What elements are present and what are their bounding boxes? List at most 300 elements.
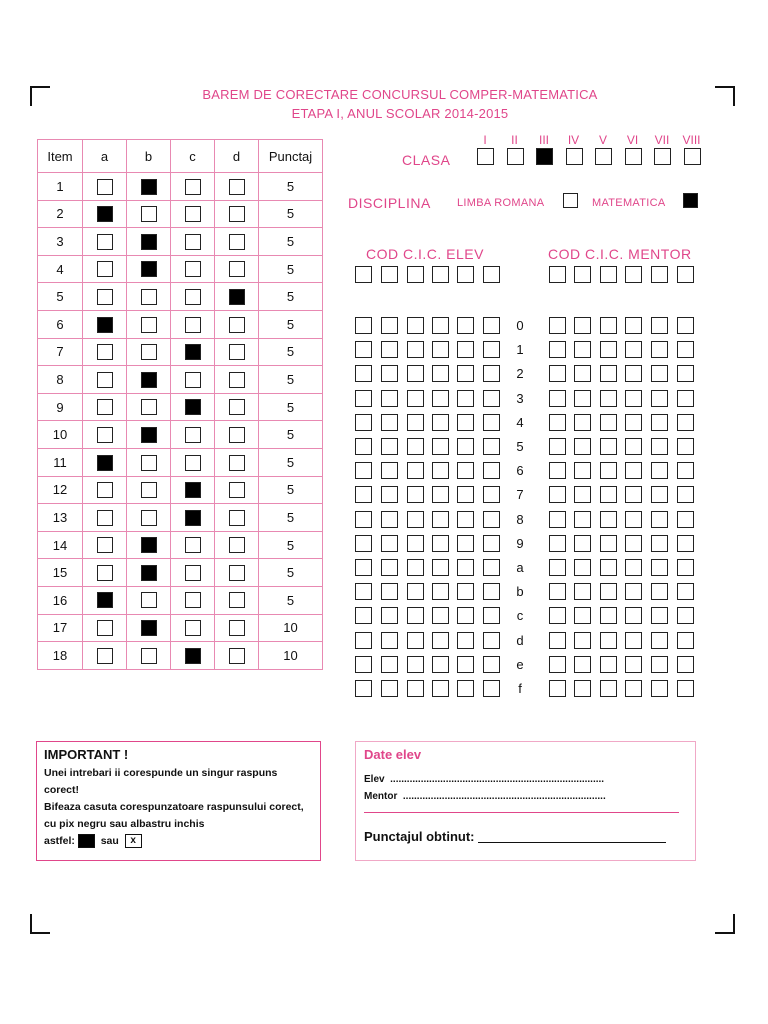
clasa-checkbox[interactable]: [507, 148, 524, 165]
cod-elev-digit-box[interactable]: [432, 559, 449, 576]
cod-mentor-digit-box[interactable]: [651, 341, 668, 358]
option-cell-c: [171, 421, 215, 449]
cod-elev-digit-box[interactable]: [432, 365, 449, 382]
item-number: 9: [38, 393, 83, 421]
answer-checkbox-a[interactable]: [97, 234, 113, 250]
cod-mentor-digit-box[interactable]: [677, 365, 694, 382]
cod-mentor-digit-box[interactable]: [549, 365, 566, 382]
cod-mentor-digit-box[interactable]: [677, 486, 694, 503]
answer-checkbox-b[interactable]: [141, 261, 157, 277]
cod-mentor-digit-box[interactable]: [625, 559, 642, 576]
answer-checkbox-d[interactable]: [229, 344, 245, 360]
cod-elev-digit-box[interactable]: [407, 656, 424, 673]
cod-elev-digit-box[interactable]: [355, 438, 372, 455]
answer-checkbox-d[interactable]: [229, 648, 245, 664]
cod-elev-digit-box[interactable]: [407, 535, 424, 552]
answer-checkbox-b[interactable]: [141, 427, 157, 443]
cod-mentor-digit-box[interactable]: [651, 511, 668, 528]
cod-elev-digit-box[interactable]: [407, 511, 424, 528]
answer-checkbox-d[interactable]: [229, 455, 245, 471]
cod-elev-digit-box[interactable]: [381, 535, 398, 552]
cod-mentor-digit-box[interactable]: [574, 438, 591, 455]
cod-elev-digit-box[interactable]: [355, 414, 372, 431]
cod-mentor-digit-box[interactable]: [677, 559, 694, 576]
cod-mentor-digit-box[interactable]: [574, 511, 591, 528]
answer-checkbox-a[interactable]: [97, 648, 113, 664]
clasa-checkbox[interactable]: [654, 148, 671, 165]
cod-mentor-digit-box[interactable]: [677, 390, 694, 407]
cod-mentor-digit-box[interactable]: [625, 390, 642, 407]
cod-elev-digit-box[interactable]: [355, 365, 372, 382]
cod-mentor-digit-box[interactable]: [651, 438, 668, 455]
cod-mentor-digit-box[interactable]: [574, 607, 591, 624]
cod-mentor-digit-box[interactable]: [574, 390, 591, 407]
cod-elev-digit-box[interactable]: [483, 559, 500, 576]
answer-checkbox-b[interactable]: [141, 399, 157, 415]
cod-elev-digit-box[interactable]: [381, 632, 398, 649]
cod-elev-digit-box[interactable]: [432, 583, 449, 600]
answer-checkbox-b[interactable]: [141, 372, 157, 388]
cod-elev-digit-box[interactable]: [355, 559, 372, 576]
cod-elev-digit-box[interactable]: [381, 462, 398, 479]
cod-mentor-digit-box[interactable]: [677, 607, 694, 624]
cod-mentor-entry-box[interactable]: [651, 266, 668, 283]
cod-mentor-digit-box[interactable]: [574, 535, 591, 552]
answer-checkbox-a[interactable]: [97, 482, 113, 498]
cod-mentor-digit-box[interactable]: [600, 656, 617, 673]
cod-elev-digit-box[interactable]: [483, 607, 500, 624]
cod-mentor-digit-box[interactable]: [651, 317, 668, 334]
cod-elev-digit-box[interactable]: [483, 486, 500, 503]
cod-mentor-digit-box[interactable]: [625, 583, 642, 600]
cod-elev-digit-box[interactable]: [355, 656, 372, 673]
cod-elev-entry-box[interactable]: [381, 266, 398, 283]
answer-checkbox-b[interactable]: [141, 206, 157, 222]
cod-elev-digit-box[interactable]: [432, 607, 449, 624]
cod-mentor-digit-box[interactable]: [600, 438, 617, 455]
disciplina-checkbox-matematica[interactable]: [683, 193, 698, 208]
cod-elev-digit-box[interactable]: [407, 341, 424, 358]
cod-elev-digit-box[interactable]: [381, 341, 398, 358]
answer-checkbox-d[interactable]: [229, 592, 245, 608]
cod-mentor-entry-box[interactable]: [600, 266, 617, 283]
cod-mentor-digit-box[interactable]: [625, 414, 642, 431]
cod-mentor-digit-box[interactable]: [600, 607, 617, 624]
cod-mentor-digit-box[interactable]: [574, 414, 591, 431]
cod-elev-digit-box[interactable]: [432, 486, 449, 503]
cod-elev-digit-box[interactable]: [483, 414, 500, 431]
cod-elev-digit-box[interactable]: [432, 462, 449, 479]
cod-mentor-digit-box[interactable]: [651, 632, 668, 649]
cod-mentor-digit-box[interactable]: [625, 341, 642, 358]
cod-mentor-digit-box[interactable]: [677, 680, 694, 697]
clasa-checkbox[interactable]: [566, 148, 583, 165]
cod-elev-digit-box[interactable]: [457, 680, 474, 697]
answer-checkbox-b[interactable]: [141, 648, 157, 664]
cod-mentor-digit-box[interactable]: [651, 680, 668, 697]
answer-checkbox-d[interactable]: [229, 510, 245, 526]
cod-mentor-digit-box[interactable]: [677, 632, 694, 649]
cod-elev-digit-box[interactable]: [457, 632, 474, 649]
cod-elev-digit-box[interactable]: [355, 583, 372, 600]
cod-mentor-digit-box[interactable]: [625, 511, 642, 528]
cod-mentor-digit-box[interactable]: [651, 559, 668, 576]
cod-elev-digit-box[interactable]: [432, 680, 449, 697]
cod-mentor-digit-box[interactable]: [549, 583, 566, 600]
cod-elev-digit-box[interactable]: [381, 607, 398, 624]
cod-elev-entry-box[interactable]: [355, 266, 372, 283]
cod-elev-digit-box[interactable]: [483, 535, 500, 552]
cod-mentor-digit-box[interactable]: [677, 317, 694, 334]
cod-mentor-digit-box[interactable]: [677, 341, 694, 358]
points-value: 5: [259, 448, 323, 476]
answer-checkbox-a[interactable]: [97, 289, 113, 305]
cod-elev-digit-box[interactable]: [432, 414, 449, 431]
cod-elev-digit-box[interactable]: [407, 438, 424, 455]
cod-mentor-digit-box[interactable]: [600, 486, 617, 503]
cod-mentor-digit-box[interactable]: [600, 414, 617, 431]
answer-checkbox-d[interactable]: [229, 179, 245, 195]
cod-elev-digit-box[interactable]: [355, 511, 372, 528]
answer-checkbox-a[interactable]: [97, 206, 113, 222]
cod-elev-digit-box[interactable]: [432, 511, 449, 528]
cod-elev-digit-box[interactable]: [457, 535, 474, 552]
cod-mentor-digit-box[interactable]: [549, 607, 566, 624]
cod-mentor-digit-box[interactable]: [600, 680, 617, 697]
option-cell-c: [171, 200, 215, 228]
cod-mentor-digit-box[interactable]: [677, 462, 694, 479]
cod-mentor-digit-box[interactable]: [600, 317, 617, 334]
answer-checkbox-c[interactable]: [185, 399, 201, 415]
answer-checkbox-a[interactable]: [97, 372, 113, 388]
cod-mentor-digit-box[interactable]: [651, 462, 668, 479]
cod-elev-digit-box[interactable]: [432, 632, 449, 649]
cod-elev-digit-box[interactable]: [457, 365, 474, 382]
cod-mentor-digit-box[interactable]: [549, 680, 566, 697]
clasa-checkbox[interactable]: [595, 148, 612, 165]
cod-elev-entry-box[interactable]: [457, 266, 474, 283]
answer-checkbox-d[interactable]: [229, 234, 245, 250]
mentor-field-row[interactable]: [364, 791, 687, 802]
cod-elev-digit-box[interactable]: [355, 462, 372, 479]
cod-mentor-digit-box[interactable]: [625, 680, 642, 697]
cod-mentor-digit-box[interactable]: [651, 583, 668, 600]
answer-checkbox-c[interactable]: [185, 261, 201, 277]
cod-mentor-digit-box[interactable]: [651, 365, 668, 382]
answer-checkbox-c[interactable]: [185, 455, 201, 471]
answer-checkbox-a[interactable]: [97, 510, 113, 526]
answer-checkbox-d[interactable]: [229, 206, 245, 222]
cod-mentor-digit-box[interactable]: [574, 680, 591, 697]
cod-mentor-digit-box[interactable]: [549, 390, 566, 407]
cod-mentor-digit-box[interactable]: [549, 511, 566, 528]
answer-checkbox-c[interactable]: [185, 372, 201, 388]
answer-checkbox-c[interactable]: [185, 592, 201, 608]
answer-checkbox-b[interactable]: [141, 537, 157, 553]
cod-mentor-digit-box[interactable]: [574, 365, 591, 382]
option-cell-c: [171, 559, 215, 587]
cod-elev-digit-box[interactable]: [355, 535, 372, 552]
cod-elev-digit-box[interactable]: [407, 632, 424, 649]
answer-checkbox-a[interactable]: [97, 537, 113, 553]
cod-elev-digit-box[interactable]: [381, 559, 398, 576]
cod-elev-digit-box[interactable]: [457, 414, 474, 431]
cod-elev-digit-box[interactable]: [432, 438, 449, 455]
clasa-checkbox[interactable]: [684, 148, 701, 165]
cod-elev-digit-box[interactable]: [407, 462, 424, 479]
answer-checkbox-c[interactable]: [185, 179, 201, 195]
cod-elev-digit-box[interactable]: [483, 365, 500, 382]
answer-checkbox-d[interactable]: [229, 537, 245, 553]
cod-elev-digit-box[interactable]: [407, 365, 424, 382]
cod-elev-digit-box[interactable]: [355, 680, 372, 697]
cod-elev-digit-box[interactable]: [432, 535, 449, 552]
cod-mentor-digit-box[interactable]: [574, 486, 591, 503]
answer-checkbox-b[interactable]: [141, 620, 157, 636]
answer-checkbox-a[interactable]: [97, 399, 113, 415]
cod-elev-digit-box[interactable]: [483, 317, 500, 334]
cod-elev-digit-box[interactable]: [381, 583, 398, 600]
cod-elev-digit-box[interactable]: [432, 390, 449, 407]
answer-checkbox-a[interactable]: [97, 317, 113, 333]
cod-mentor-digit-box[interactable]: [677, 535, 694, 552]
cod-elev-digit-box[interactable]: [483, 583, 500, 600]
answer-checkbox-d[interactable]: [229, 482, 245, 498]
cod-mentor-digit-box[interactable]: [549, 559, 566, 576]
cod-mentor-digit-box[interactable]: [625, 535, 642, 552]
cod-elev-digit-box[interactable]: [355, 341, 372, 358]
answer-checkbox-a[interactable]: [97, 261, 113, 277]
cod-mentor-digit-box[interactable]: [651, 607, 668, 624]
answer-checkbox-c[interactable]: [185, 510, 201, 526]
cod-mentor-digit-box[interactable]: [625, 656, 642, 673]
cod-mentor-digit-box[interactable]: [625, 317, 642, 334]
option-cell-b: [127, 531, 171, 559]
cod-elev-digit-box[interactable]: [483, 511, 500, 528]
cod-mentor-digit-box[interactable]: [651, 414, 668, 431]
cod-mentor-digit-box[interactable]: [625, 438, 642, 455]
cod-mentor-digit-box[interactable]: [549, 317, 566, 334]
points-value: 5: [259, 255, 323, 283]
cod-mentor-digit-box[interactable]: [651, 390, 668, 407]
cod-mentor-digit-box[interactable]: [677, 438, 694, 455]
answer-checkbox-b[interactable]: [141, 482, 157, 498]
cod-elev-digit-box[interactable]: [407, 486, 424, 503]
cod-elev-digit-box[interactable]: [483, 390, 500, 407]
elev-field-row[interactable]: [364, 774, 687, 785]
cod-mentor-digit-box[interactable]: [549, 341, 566, 358]
cod-mentor-entry-box[interactable]: [574, 266, 591, 283]
cod-mentor-digit-box[interactable]: [600, 462, 617, 479]
cod-mentor-digit-box[interactable]: [600, 535, 617, 552]
cod-elev-digit-box[interactable]: [407, 583, 424, 600]
cod-mentor-entry-box[interactable]: [549, 266, 566, 283]
cod-mentor-entry-box[interactable]: [677, 266, 694, 283]
cod-elev-digit-box[interactable]: [432, 317, 449, 334]
cod-elev-digit-box[interactable]: [355, 632, 372, 649]
cod-elev-digit-box[interactable]: [457, 438, 474, 455]
answer-checkbox-c[interactable]: [185, 234, 201, 250]
cod-mentor-digit-box[interactable]: [600, 390, 617, 407]
cod-mentor-digit-box[interactable]: [677, 511, 694, 528]
cod-elev-digit-box[interactable]: [381, 680, 398, 697]
cod-mentor-digit-box[interactable]: [625, 632, 642, 649]
option-cell-d: [215, 283, 259, 311]
cod-elev-digit-box[interactable]: [457, 559, 474, 576]
cod-elev-digit-box[interactable]: [483, 680, 500, 697]
cod-elev-digit-box[interactable]: [407, 317, 424, 334]
answer-checkbox-a[interactable]: [97, 427, 113, 443]
cod-mentor-digit-box[interactable]: [600, 341, 617, 358]
cod-elev-digit-box[interactable]: [381, 486, 398, 503]
score-field-row[interactable]: [364, 829, 687, 844]
cod-mentor-digit-box[interactable]: [574, 317, 591, 334]
answer-checkbox-a[interactable]: [97, 565, 113, 581]
answer-checkbox-a[interactable]: [97, 344, 113, 360]
answer-checkbox-c[interactable]: [185, 344, 201, 360]
cod-elev-digit-box[interactable]: [407, 559, 424, 576]
cod-elev-digit-box[interactable]: [381, 414, 398, 431]
cod-mentor-digit-box[interactable]: [549, 656, 566, 673]
cod-elev-digit-box[interactable]: [432, 341, 449, 358]
answer-checkbox-c[interactable]: [185, 317, 201, 333]
cod-elev-digit-box[interactable]: [483, 341, 500, 358]
cod-mentor-digit-box[interactable]: [600, 632, 617, 649]
answer-checkbox-d[interactable]: [229, 317, 245, 333]
cod-elev-digit-box[interactable]: [457, 317, 474, 334]
cod-mentor-digit-box[interactable]: [625, 365, 642, 382]
answer-checkbox-c[interactable]: [185, 537, 201, 553]
cod-mentor-entry-box[interactable]: [625, 266, 642, 283]
cod-mentor-digit-box[interactable]: [549, 414, 566, 431]
cod-elev-entry-box[interactable]: [483, 266, 500, 283]
answer-checkbox-c[interactable]: [185, 482, 201, 498]
cod-elev-digit-box[interactable]: [457, 462, 474, 479]
cod-mentor-digit-box[interactable]: [651, 656, 668, 673]
answer-checkbox-d[interactable]: [229, 565, 245, 581]
cod-elev-digit-box[interactable]: [355, 486, 372, 503]
answer-checkbox-c[interactable]: [185, 648, 201, 664]
cod-elev-digit-box[interactable]: [407, 390, 424, 407]
cod-elev-digit-box[interactable]: [381, 365, 398, 382]
answer-checkbox-b[interactable]: [141, 510, 157, 526]
cod-elev-digit-box[interactable]: [483, 462, 500, 479]
option-cell-b: [127, 283, 171, 311]
cod-elev-digit-box[interactable]: [407, 414, 424, 431]
cod-mentor-digit-box[interactable]: [549, 535, 566, 552]
answer-checkbox-a[interactable]: [97, 592, 113, 608]
cod-elev-digit-box[interactable]: [432, 656, 449, 673]
cod-mentor-digit-box[interactable]: [600, 559, 617, 576]
cod-mentor-digit-box[interactable]: [549, 438, 566, 455]
clasa-checkbox[interactable]: [625, 148, 642, 165]
cod-elev-digit-box[interactable]: [457, 511, 474, 528]
answer-checkbox-b[interactable]: [141, 317, 157, 333]
cod-elev-digit-box[interactable]: [457, 656, 474, 673]
cod-mentor-digit-box[interactable]: [677, 656, 694, 673]
cod-elev-digit-box[interactable]: [483, 632, 500, 649]
answer-checkbox-b[interactable]: [141, 344, 157, 360]
cod-elev-digit-box[interactable]: [381, 390, 398, 407]
cod-elev-digit-box[interactable]: [483, 656, 500, 673]
cod-elev-digit-box[interactable]: [355, 390, 372, 407]
cod-mentor-digit-box[interactable]: [549, 632, 566, 649]
cod-mentor-digit-box[interactable]: [574, 341, 591, 358]
answer-checkbox-a[interactable]: [97, 455, 113, 471]
cod-mentor-digit-box[interactable]: [574, 583, 591, 600]
cod-mentor-digit-box[interactable]: [625, 486, 642, 503]
answer-checkbox-d[interactable]: [229, 620, 245, 636]
cod-elev-digit-box[interactable]: [407, 680, 424, 697]
cod-elev-digit-box[interactable]: [355, 607, 372, 624]
cod-elev-digit-box[interactable]: [457, 583, 474, 600]
clasa-checkbox[interactable]: [536, 148, 553, 165]
cod-mentor-digit-box[interactable]: [625, 462, 642, 479]
cod-mentor-digit-box[interactable]: [651, 486, 668, 503]
cod-mentor-digit-box[interactable]: [549, 462, 566, 479]
answer-checkbox-b[interactable]: [141, 455, 157, 471]
cod-mentor-digit-box[interactable]: [574, 632, 591, 649]
cod-elev-digit-box[interactable]: [457, 341, 474, 358]
cod-mentor-digit-box[interactable]: [677, 414, 694, 431]
cod-elev-digit-box[interactable]: [381, 511, 398, 528]
cod-mentor-digit-box[interactable]: [549, 486, 566, 503]
answer-checkbox-d[interactable]: [229, 289, 245, 305]
cod-mentor-digit-box[interactable]: [625, 607, 642, 624]
cod-mentor-digit-box[interactable]: [574, 462, 591, 479]
cod-elev-digit-box[interactable]: [483, 438, 500, 455]
answer-checkbox-c[interactable]: [185, 289, 201, 305]
answer-checkbox-b[interactable]: [141, 592, 157, 608]
answer-checkbox-c[interactable]: [185, 427, 201, 443]
cod-mentor-digit-box[interactable]: [651, 535, 668, 552]
answer-checkbox-c[interactable]: [185, 620, 201, 636]
answer-checkbox-d[interactable]: [229, 399, 245, 415]
cod-elev-digit-box[interactable]: [381, 438, 398, 455]
disciplina-checkbox-limba-romana[interactable]: [563, 193, 578, 208]
answer-checkbox-c[interactable]: [185, 565, 201, 581]
cod-elev-digit-box[interactable]: [381, 656, 398, 673]
answer-checkbox-b[interactable]: [141, 289, 157, 305]
answer-checkbox-d[interactable]: [229, 372, 245, 388]
cod-mentor-digit-box[interactable]: [574, 656, 591, 673]
cod-mentor-digit-box[interactable]: [600, 365, 617, 382]
cod-mentor-digit-box[interactable]: [600, 511, 617, 528]
clasa-checkbox[interactable]: [477, 148, 494, 165]
answer-checkbox-c[interactable]: [185, 206, 201, 222]
answer-checkbox-b[interactable]: [141, 565, 157, 581]
answer-checkbox-d[interactable]: [229, 261, 245, 277]
cod-elev-digit-box[interactable]: [457, 390, 474, 407]
cod-elev-digit-box[interactable]: [407, 607, 424, 624]
cod-elev-digit-box[interactable]: [355, 317, 372, 334]
cod-elev-digit-box[interactable]: [457, 607, 474, 624]
option-cell-c: [171, 393, 215, 421]
answer-checkbox-d[interactable]: [229, 427, 245, 443]
answer-checkbox-b[interactable]: [141, 234, 157, 250]
cod-elev-digit-box[interactable]: [457, 486, 474, 503]
cod-mentor-digit-box[interactable]: [600, 583, 617, 600]
option-cell-a: [83, 614, 127, 642]
cod-elev-entry-box[interactable]: [407, 266, 424, 283]
cod-mentor-digit-box[interactable]: [574, 559, 591, 576]
answer-checkbox-b[interactable]: [141, 179, 157, 195]
cod-elev-entry-box[interactable]: [432, 266, 449, 283]
cod-elev-digit-box[interactable]: [381, 317, 398, 334]
cod-mentor-digit-box[interactable]: [677, 583, 694, 600]
answer-checkbox-a[interactable]: [97, 620, 113, 636]
answer-checkbox-a[interactable]: [97, 179, 113, 195]
